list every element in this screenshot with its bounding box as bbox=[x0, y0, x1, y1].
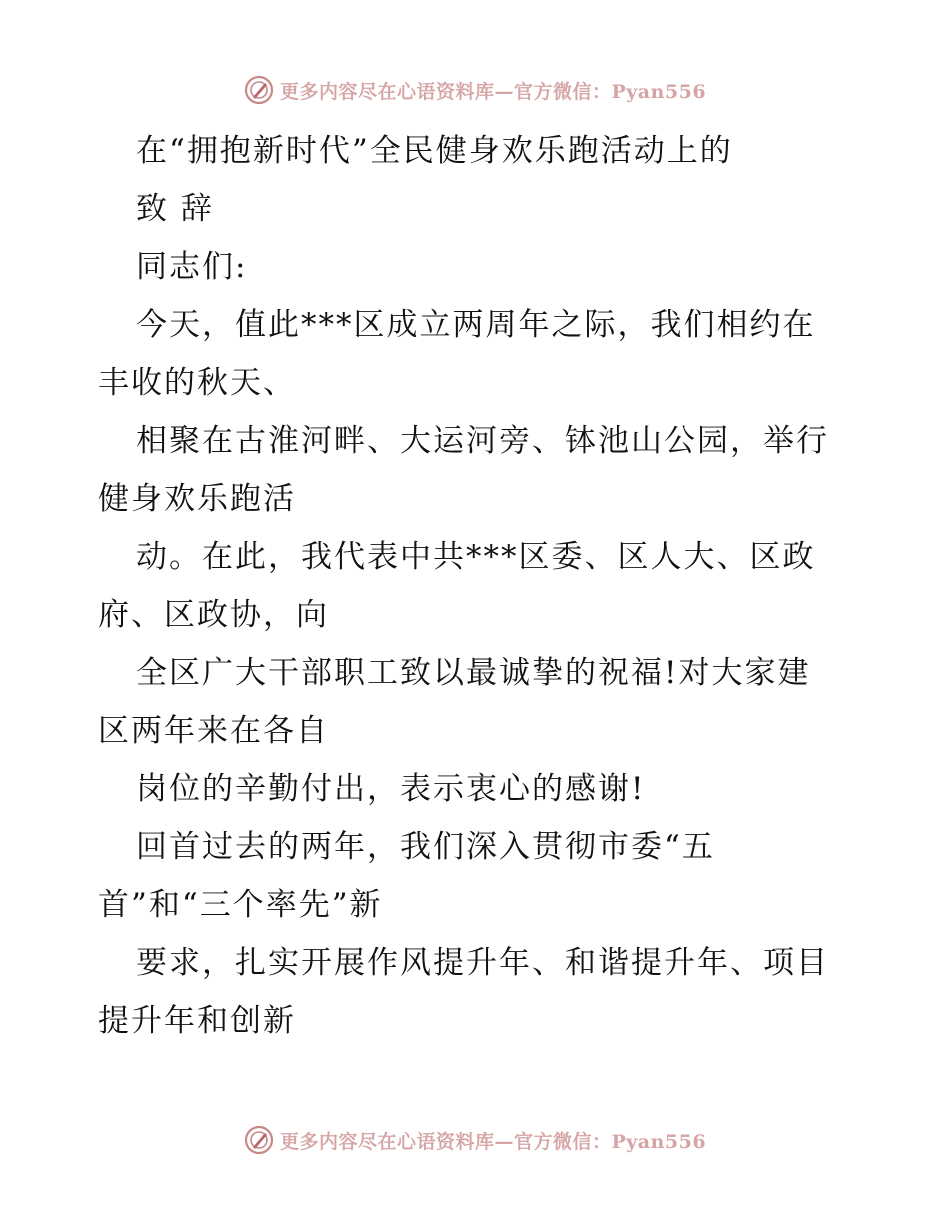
pen-logo-icon bbox=[244, 75, 274, 105]
paragraph-line: 要求，扎实开展作风提升年、和谐提升年、项目 bbox=[136, 945, 829, 981]
document-title: 在“拥抱新时代”全民健身欢乐跑活动上的 bbox=[136, 133, 733, 169]
paragraph-line: 健身欢乐跑活 bbox=[98, 481, 296, 517]
paragraph-line: 丰收的秋天、 bbox=[98, 365, 296, 401]
paragraph-line: 岗位的辛勤付出，表示衷心的感谢! bbox=[136, 771, 646, 807]
document-body bbox=[98, 122, 858, 1050]
paragraph-line: 首”和“三个率先”新 bbox=[98, 887, 383, 923]
salutation: 同志们: bbox=[136, 249, 248, 285]
watermark-text: 更多内容尽在心语资料库—官方微信：Pyan556 bbox=[279, 80, 707, 103]
paragraph-line: 区两年来在各自 bbox=[98, 713, 329, 749]
paragraph-line: 回首过去的两年，我们深入贯彻市委“五 bbox=[136, 829, 715, 865]
watermark-text: 更多内容尽在心语资料库—官方微信：Pyan556 bbox=[279, 1130, 707, 1153]
document-title-continued: 致 辞 bbox=[136, 191, 214, 227]
watermark-footer bbox=[0, 1120, 950, 1160]
paragraph-line: 府、区政协，向 bbox=[98, 597, 329, 633]
pen-logo-icon bbox=[244, 1125, 274, 1155]
paragraph-line: 相聚在古淮河畔、大运河旁、钵池山公园，举行 bbox=[136, 423, 829, 459]
watermark-header bbox=[0, 70, 950, 110]
paragraph-line: 全区广大干部职工致以最诚挚的祝福!对大家建 bbox=[136, 655, 811, 691]
paragraph-line: 今天，值此***区成立两周年之际，我们相约在 bbox=[136, 307, 816, 343]
paragraph-line: 提升年和创新 bbox=[98, 1003, 296, 1039]
paragraph-line: 动。在此，我代表中共***区委、区人大、区政 bbox=[136, 539, 816, 575]
